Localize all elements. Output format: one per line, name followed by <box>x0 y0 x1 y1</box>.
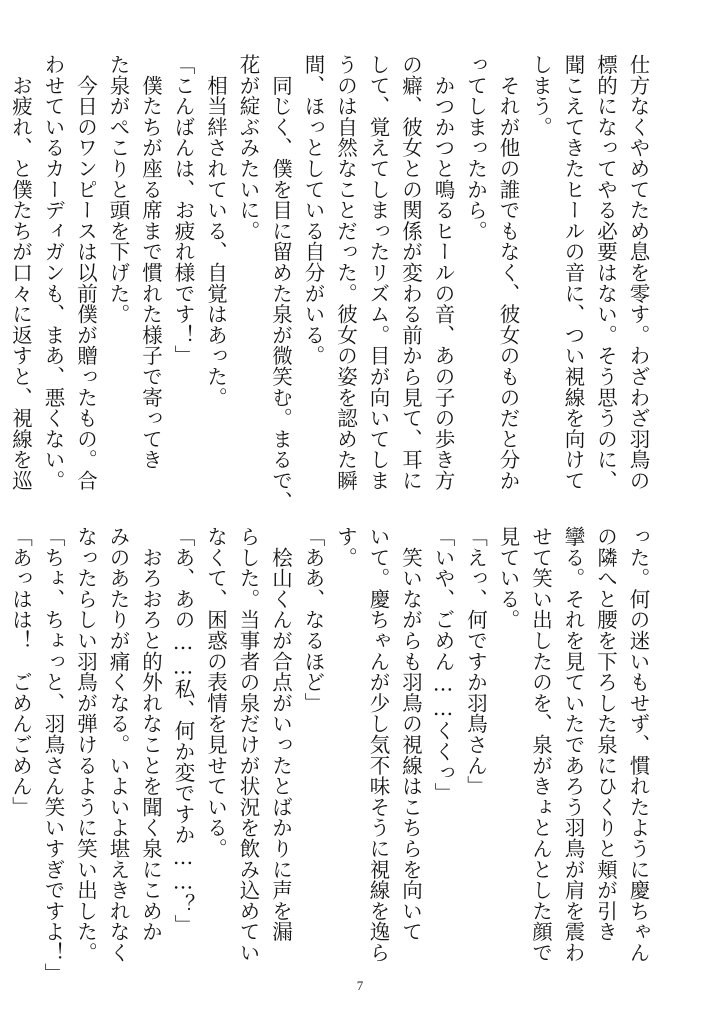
page-number: 7 <box>356 978 364 993</box>
text-block-top: 仕方なくやめてため息を零す。わざわざ羽鳥の 標的になってやる必要はない。そう思うのに、 聞こえてきたヒールの音に、つい視線を向けて しまう。 それが他の誰でもなく、彼女のものだと分か ってしまったから。 かつかつと鳴るヒールの音、あの子の歩き方 の癖、彼女との関係が変わる前から見て、耳に して、覚えてしまったリズム。目が向いてしま うのは自然なことだった。彼女の姿を認めた瞬 間、ほっとしている自分がいる。 同じく、僕を目に留めた泉が微笑む。まるで、 花が綻ぶみたいに。 相当絆されている、自覚はあった。 「こんばんは、お疲れ様です！」 僕たちが座る席まで慣れた様子で寄ってき た泉がぺこりと頭を下げた。 今日のワンピースは以前僕が贈ったもの。合 わせているカーディガンも、まあ、悪くない。 お疲れ、と僕たちが口々に返すと、視線を巡 <box>8 54 650 512</box>
text-block-bottom: った。何の迷いもせず、慣れたように慶ちゃん の隣へと腰を下ろした泉にひくりと頬が引き 攣る。それを見ていたであろう羽鳥が肩を震わ せて笑い出したのを、泉がきょとんとした顔で 見ている。 「えっ、何ですか羽鳥さん」 「いや、ごめん……くくっ」 笑いながらも羽鳥の視線はこちらを向いて いて。慶ちゃんが少し気不味そうに視線を逸ら す。 「ああ、なるほど」 桧山くんが合点がいったとばかりに声を漏 らした。当事者の泉だけが状況を飲み込めてい なくて、困惑の表情を見せている。 「あ、あの……私、何か変ですか……？」 おろおろと的外れなことを聞く泉にこめか みのあたりが痛くなる。いよいよ堪えきれなく なったらしい羽鳥が弾けるように笑い出した。 「ちょ、ちょっと、羽鳥さん笑いすぎですよ！」 「あっはは！ ごめんごめん」 <box>8 526 650 984</box>
